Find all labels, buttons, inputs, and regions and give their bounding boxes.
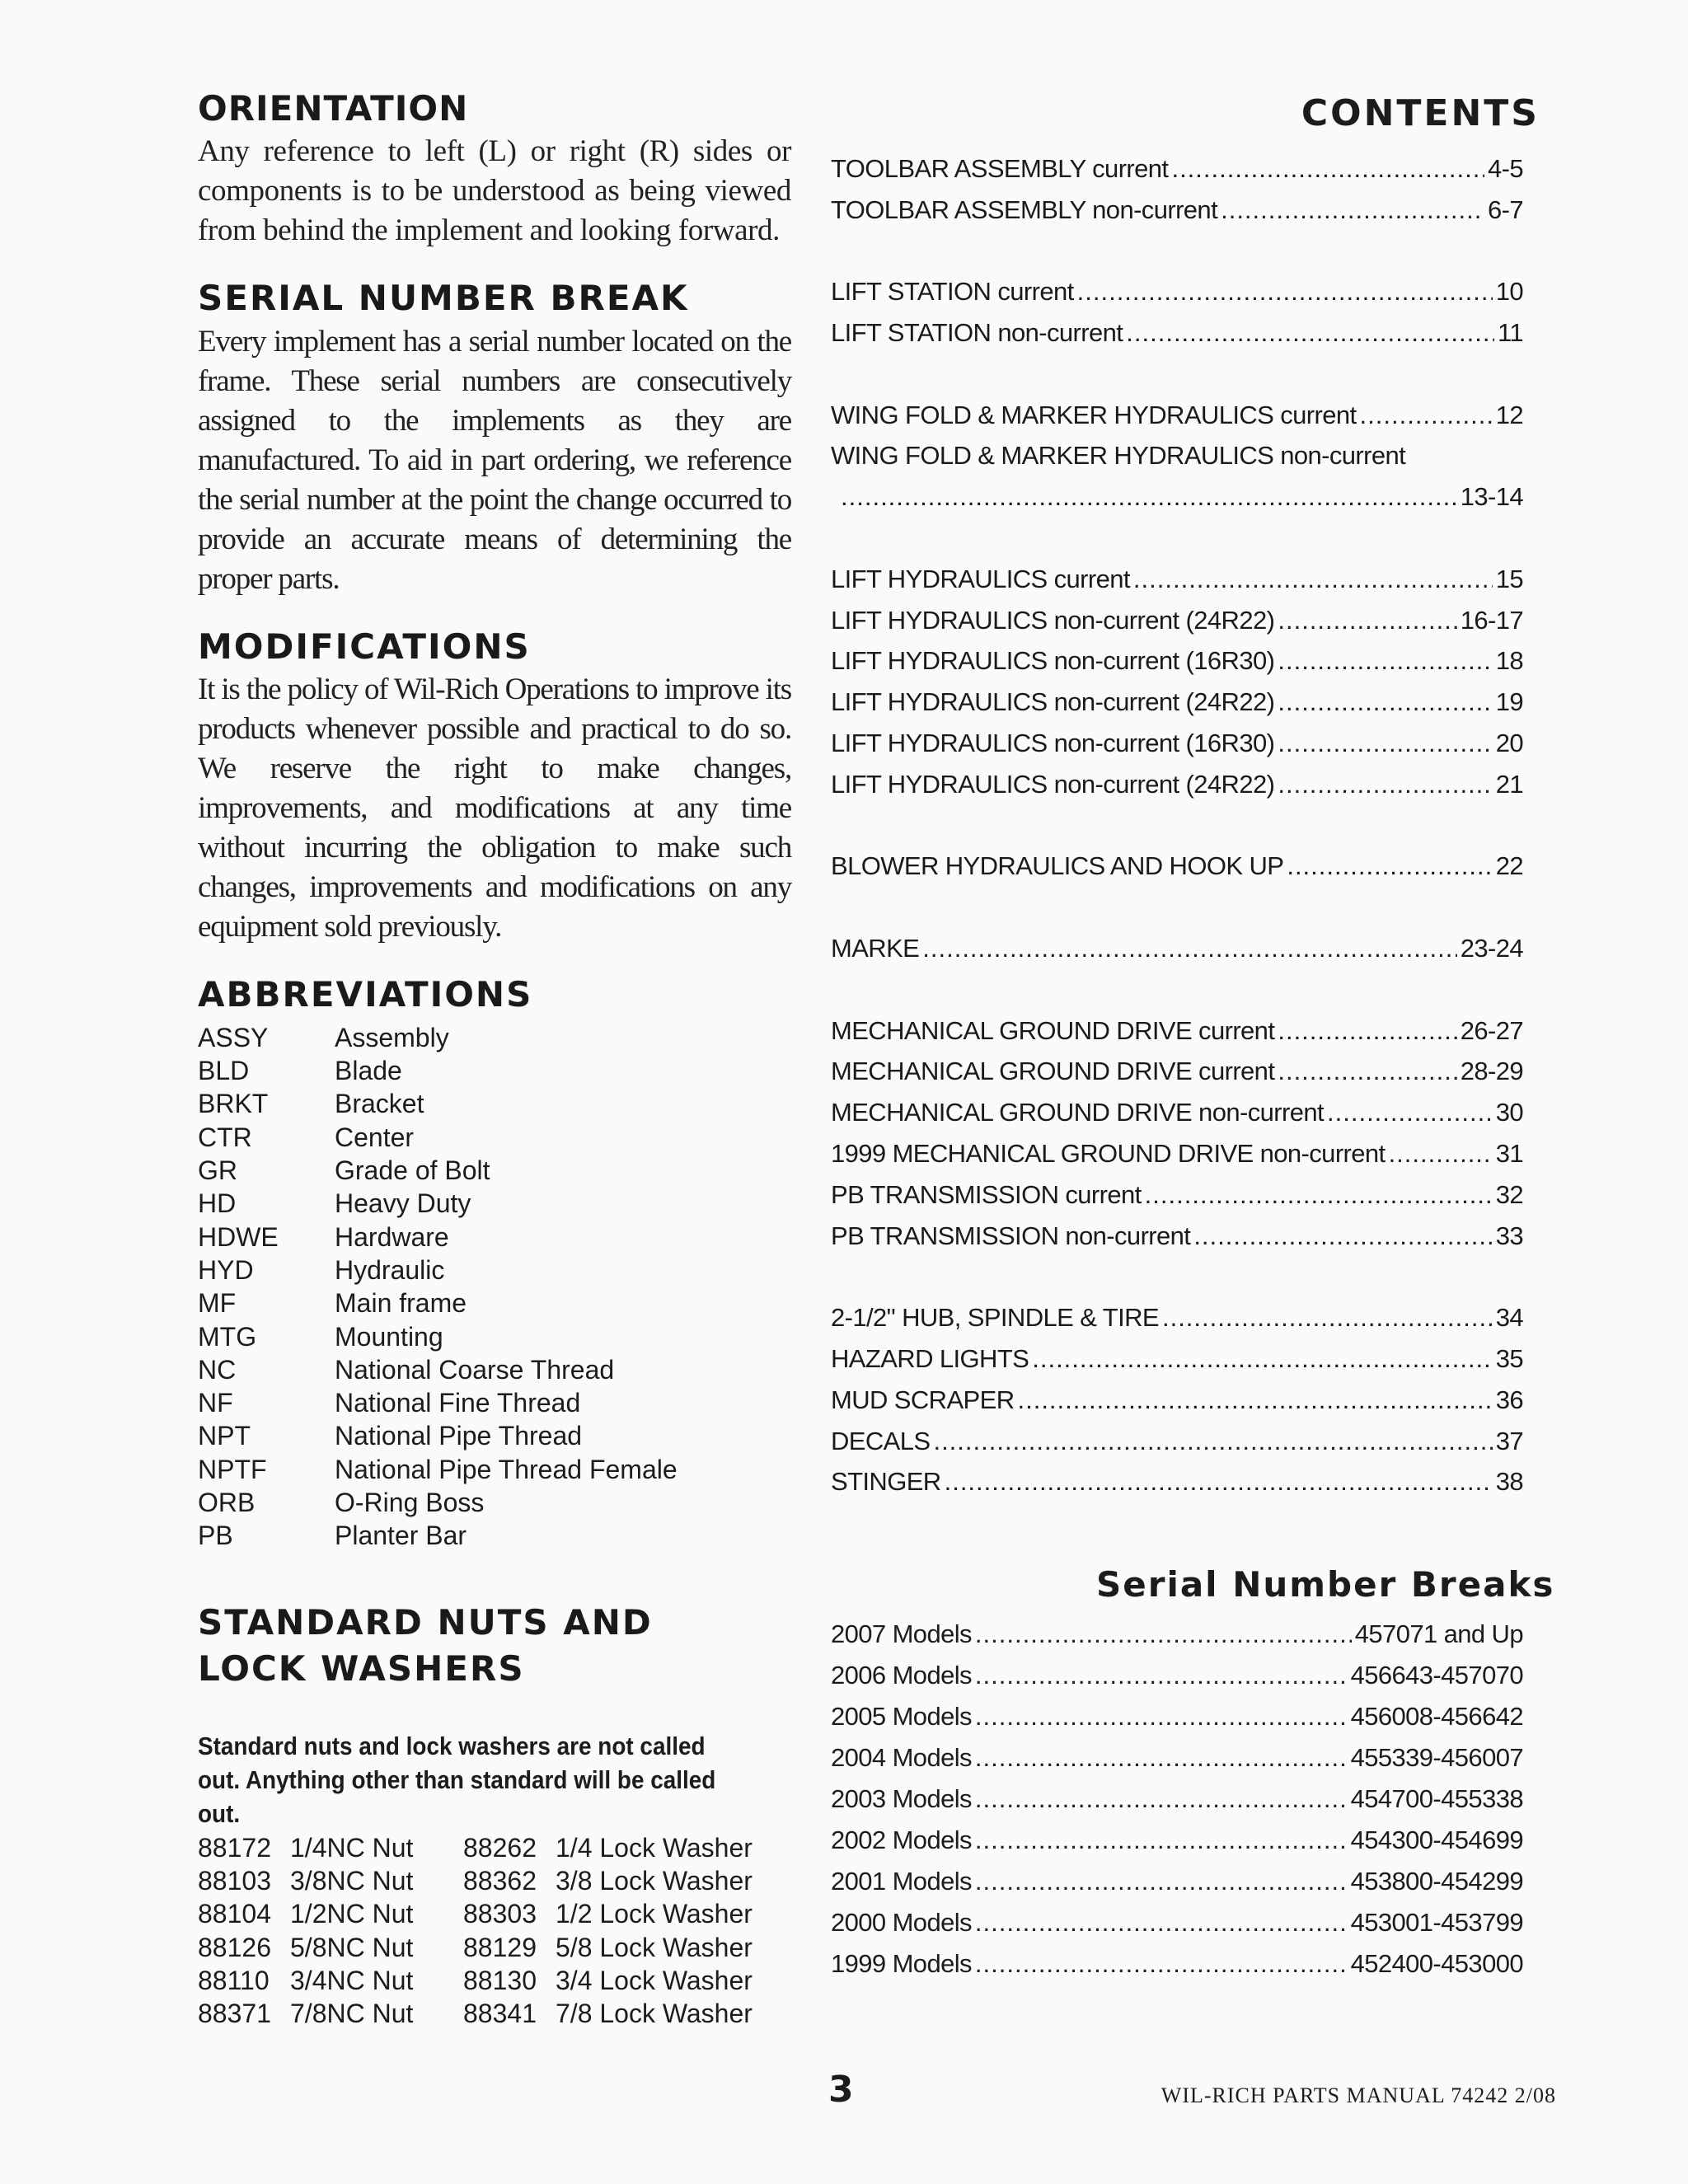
abbreviation-row (198, 1254, 791, 1286)
abbreviation-meaning: Hardware (335, 1221, 449, 1252)
toc-leader-dots (1278, 606, 1456, 635)
abbreviation-row (198, 1287, 791, 1320)
nut-washer-row (198, 1931, 791, 1964)
toc-leader-dots (1389, 1139, 1493, 1169)
serial-break-model: 2000 Models (831, 1908, 972, 1937)
abbreviation-row (198, 1320, 791, 1353)
nut-description: 3/8NC Nut (290, 1865, 414, 1896)
toc-entry (831, 312, 1523, 354)
toc-spacer (831, 1257, 1523, 1298)
toc-leader-dots (1278, 729, 1492, 758)
serial-break-model: 2007 Models (831, 1619, 972, 1648)
serial-break-leader-dots (975, 1702, 1348, 1732)
toc-entry-page: 12 (1495, 400, 1523, 429)
abbreviation-code: NF (198, 1388, 233, 1418)
toc-entry (831, 1092, 1523, 1133)
abbreviation-row (198, 1221, 791, 1254)
serial-break-leader-dots (975, 1949, 1348, 1979)
toc-leader-dots (1133, 565, 1493, 594)
orientation-text: Any reference to left (L) or right (R) sides or components is to be understood as being viewed from behind the implement and looking forward. (198, 134, 791, 248)
toc-entry-title: PB TRANSMISSION non-current (831, 1221, 1191, 1250)
abbreviation-code: NPTF (198, 1454, 267, 1484)
serial-break-model: 2005 Models (831, 1702, 972, 1731)
toc-entry (831, 928, 1523, 969)
abbreviation-row (198, 1154, 791, 1187)
serial-break-row (831, 1902, 1523, 1943)
abbreviation-code: BLD (198, 1056, 250, 1086)
nut-part-number: 88104 (198, 1899, 271, 1929)
toc-entry (831, 764, 1523, 805)
toc-entry-title: MECHANICAL GROUND DRIVE current (831, 1015, 1275, 1045)
abbreviation-code: NPT (198, 1421, 251, 1451)
serial-break-range: 455339-456007 (1350, 1743, 1523, 1772)
abbreviation-meaning: Center (335, 1122, 415, 1152)
nut-washer-row (198, 1831, 791, 1864)
standard-nuts-heading-line2: LOCK WASHERS (198, 1648, 525, 1690)
toc-entry (831, 1010, 1523, 1052)
washer-description: 7/8 Lock Washer (556, 1999, 753, 2029)
nut-washer-row (198, 1964, 791, 1997)
abbreviation-code: ORB (198, 1487, 256, 1517)
toc-leader-dots (1278, 646, 1492, 676)
abbreviation-code: BRKT (198, 1089, 269, 1119)
serial-break-model: 2003 Models (831, 1784, 972, 1813)
abbreviation-meaning: National Pipe Thread (335, 1421, 583, 1451)
washer-description: 1/2 Lock Washer (556, 1899, 753, 1929)
serial-break-model: 2002 Models (831, 1825, 972, 1854)
toc-spacer (831, 805, 1523, 846)
toc-leader-dots (922, 934, 1456, 963)
abbreviation-meaning: Mounting (335, 1321, 443, 1352)
serial-break-row (831, 1737, 1523, 1779)
page-number: 3 (828, 2069, 854, 2111)
toc-entry-title: MECHANICAL GROUND DRIVE non-current (831, 1098, 1324, 1127)
toc-entry-page: 34 (1495, 1303, 1523, 1333)
abbreviation-code: ASSY (198, 1022, 269, 1052)
toc-leader-dots (1278, 770, 1492, 799)
toc-entry-title: LIFT STATION non-current (831, 318, 1123, 348)
toc-entry-title: PB TRANSMISSION current (831, 1179, 1142, 1209)
toc-leader-dots (841, 482, 1457, 512)
toc-entry-page: 11 (1498, 318, 1523, 348)
toc-entry (831, 1380, 1523, 1421)
abbreviation-code: PB (198, 1521, 233, 1551)
abbreviation-code: HYD (198, 1254, 254, 1285)
toc-entry-page: 16-17 (1460, 605, 1523, 635)
toc-leader-dots (1126, 318, 1494, 348)
abbreviation-meaning: National Fine Thread (335, 1388, 581, 1418)
abbreviation-code: CTR (198, 1122, 252, 1152)
toc-entry-title: LIFT STATION current (831, 277, 1074, 307)
abbreviation-code: GR (198, 1155, 237, 1186)
toc-entry (831, 395, 1523, 436)
toc-entry (831, 1216, 1523, 1257)
toc-leader-dots (1278, 687, 1492, 717)
toc-leader-dots (1032, 1344, 1492, 1374)
toc-leader-dots (1162, 1303, 1493, 1333)
abbreviations-list (198, 1021, 791, 1553)
toc-entry-title: LIFT HYDRAULICS current (831, 564, 1130, 593)
contents-heading: CONTENTS (1301, 92, 1540, 134)
toc-entry-page: 4-5 (1487, 153, 1523, 183)
abbreviation-meaning: Heavy Duty (335, 1188, 471, 1219)
serial-break-row (831, 1779, 1523, 1820)
toc-entry-title: WING FOLD & MARKER HYDRAULICS current (831, 400, 1357, 429)
nut-washer-row (198, 1864, 791, 1897)
abbreviation-row (198, 1353, 791, 1386)
modifications-text: It is the policy of Wil-Rich Operations to improve its products whenever possible and practical to do so. We reserve the right to make changes, improvements, and modifications at any time without incurring the obligation to make such changes, improvements and modifications on any equipment sold previously. (198, 672, 791, 944)
toc-entry-page: 13-14 (1460, 482, 1523, 512)
toc-leader-dots (1077, 277, 1493, 307)
toc-entry (831, 190, 1523, 231)
abbreviation-row (198, 1486, 791, 1519)
serial-break-leader-dots (975, 1908, 1348, 1938)
serial-break-range: 456008-456642 (1350, 1702, 1523, 1731)
toc-entry (831, 436, 1523, 477)
abbreviation-row (198, 1054, 791, 1087)
toc-entry (831, 682, 1523, 723)
toc-entry-page: 19 (1495, 687, 1523, 717)
toc-entry-title: STINGER (831, 1467, 941, 1497)
toc-entry-title: MUD SCRAPER (831, 1385, 1015, 1414)
abbreviation-row (198, 1386, 791, 1419)
serial-number-break-heading: SERIAL NUMBER BREAK (198, 278, 689, 319)
toc-entry-title: HAZARD LIGHTS (831, 1344, 1029, 1373)
toc-leader-dots (1278, 1016, 1456, 1046)
toc-spacer (831, 231, 1523, 272)
serial-number-break-text: Every implement has a serial number located on the frame. These serial numbers are consecutively assigned to the implements as they are manufactured. To aid in part ordering, we reference the serial number at the point the change occurred to provide an accurate means of determining the proper parts. (198, 324, 791, 596)
toc-leader-dots (1145, 1180, 1493, 1210)
abbreviation-code: NC (198, 1354, 237, 1385)
toc-leader-dots (1287, 851, 1492, 881)
abbreviation-row (198, 1088, 791, 1121)
serial-break-model: 2004 Models (831, 1743, 972, 1772)
toc-entry-title: LIFT HYDRAULICS non-current (16R30) (831, 646, 1275, 676)
toc-leader-dots (1193, 1221, 1492, 1251)
orientation-heading: ORIENTATION (198, 88, 469, 129)
nut-description: 5/8NC Nut (290, 1932, 414, 1962)
abbreviation-meaning: National Pipe Thread Female (335, 1454, 678, 1484)
nut-description: 7/8NC Nut (290, 1999, 414, 2029)
toc-entry (831, 1462, 1523, 1503)
toc-entry-page: 33 (1495, 1221, 1523, 1250)
standard-nuts-heading (198, 1603, 791, 1690)
serial-break-range: 453800-454299 (1350, 1867, 1523, 1896)
toc-entry-title: 1999 MECHANICAL GROUND DRIVE non-current (831, 1139, 1386, 1169)
serial-break-leader-dots (975, 1784, 1348, 1814)
nut-part-number: 88371 (198, 1999, 271, 2029)
washer-description: 1/4 Lock Washer (556, 1832, 753, 1863)
toc-entry (831, 148, 1523, 190)
nut-part-number: 88172 (198, 1832, 271, 1863)
toc-entry-page: 28-29 (1460, 1057, 1523, 1086)
nut-part-number: 88126 (198, 1932, 271, 1962)
toc-entry-page: 18 (1495, 646, 1523, 676)
serial-break-range: 452400-453000 (1350, 1949, 1523, 1978)
abbreviation-row (198, 1121, 791, 1154)
abbreviations-heading: ABBREVIATIONS (198, 973, 533, 1015)
toc-entry-title: 2-1/2" HUB, SPINDLE & TIRE (831, 1303, 1159, 1333)
washer-part-number: 88262 (463, 1832, 537, 1863)
modifications-heading: MODIFICATIONS (198, 626, 531, 667)
abbreviation-meaning: Bracket (335, 1089, 424, 1119)
serial-break-row (831, 1614, 1523, 1655)
serial-breaks-list (831, 1614, 1523, 1985)
toc-entry-page: 30 (1495, 1098, 1523, 1127)
toc-entry-title: BLOWER HYDRAULICS AND HOOK UP (831, 851, 1284, 881)
washer-description: 3/4 Lock Washer (556, 1965, 753, 1995)
toc-entry-title: LIFT HYDRAULICS non-current (24R22) (831, 687, 1275, 717)
serial-break-range: 453001-453799 (1350, 1908, 1523, 1937)
toc-entry (831, 1338, 1523, 1380)
toc-entry (831, 1133, 1523, 1174)
toc-entry-page: 20 (1495, 729, 1523, 758)
serial-break-model: 1999 Models (831, 1949, 972, 1978)
abbreviation-code: MTG (198, 1321, 257, 1352)
abbreviation-row (198, 1520, 791, 1553)
toc-leader-dots (1278, 1057, 1456, 1086)
washer-part-number: 88341 (463, 1999, 537, 2029)
toc-entry (831, 1052, 1523, 1093)
manual-footer: WIL-RICH PARTS MANUAL 74242 2/08 (1160, 2083, 1556, 2107)
serial-break-range: 454300-454699 (1350, 1825, 1523, 1854)
toc-entry-page: 35 (1495, 1344, 1523, 1373)
toc-entry (831, 1297, 1523, 1338)
nut-washer-row (198, 1898, 791, 1931)
toc-entry (831, 600, 1523, 641)
toc-entry-title: LIFT HYDRAULICS non-current (16R30) (831, 729, 1275, 758)
abbreviation-row (198, 1021, 791, 1054)
washer-description: 3/8 Lock Washer (556, 1865, 753, 1896)
serial-break-row (831, 1655, 1523, 1696)
standard-nuts-note: Standard nuts and lock washers are not called out. Anything other than standard will be called out. (198, 1732, 716, 1828)
toc-entry-title: TOOLBAR ASSEMBLY current (831, 153, 1169, 183)
toc-entry-title: DECALS (831, 1426, 931, 1455)
toc-entry-title: TOOLBAR ASSEMBLY non-current (831, 194, 1218, 224)
nut-washer-row (198, 1997, 791, 2030)
toc-entry-title: MARKE (831, 934, 920, 963)
toc-entry-page: 37 (1495, 1426, 1523, 1455)
toc-entry (831, 271, 1523, 312)
washer-part-number: 88130 (463, 1965, 537, 1995)
toc-entry-page: 26-27 (1460, 1015, 1523, 1045)
abbreviation-code: MF (198, 1288, 237, 1319)
serial-break-range: 456643-457070 (1350, 1661, 1523, 1690)
abbreviation-meaning: Main frame (335, 1288, 467, 1319)
toc-leader-dots (1327, 1098, 1493, 1127)
toc-entry-title: WING FOLD & MARKER HYDRAULICS non-current (831, 441, 1406, 471)
toc-entry (831, 1174, 1523, 1216)
toc-entry (831, 1421, 1523, 1462)
serial-break-range: 457071 and Up (1354, 1619, 1523, 1648)
toc-spacer (831, 969, 1523, 1010)
serial-break-row (831, 1820, 1523, 1861)
toc-entry-page: 36 (1495, 1385, 1523, 1414)
nut-part-number: 88103 (198, 1865, 271, 1896)
abbreviation-row (198, 1453, 791, 1486)
serial-break-leader-dots (975, 1619, 1352, 1649)
serial-break-row (831, 1861, 1523, 1902)
toc-entry (831, 641, 1523, 682)
serial-breaks-heading: Serial Number Breaks (1096, 1564, 1555, 1605)
toc-entry-page: 31 (1495, 1139, 1523, 1169)
serial-break-row (831, 1696, 1523, 1737)
washer-description: 5/8 Lock Washer (556, 1932, 753, 1962)
abbreviation-row (198, 1188, 791, 1221)
nut-description: 3/4NC Nut (290, 1965, 414, 1995)
abbreviation-row (198, 1420, 791, 1453)
abbreviation-meaning: Assembly (335, 1022, 449, 1052)
toc-entry-page: 22 (1495, 851, 1523, 881)
toc-leader-dots (1171, 154, 1484, 184)
serial-break-leader-dots (975, 1867, 1348, 1896)
toc-entry (831, 559, 1523, 600)
toc-entry-page: 6-7 (1487, 194, 1523, 224)
abbreviation-meaning: Blade (335, 1056, 402, 1086)
toc-entry (831, 723, 1523, 764)
serial-break-leader-dots (975, 1743, 1348, 1773)
toc-entry-page: 15 (1495, 564, 1523, 593)
washer-part-number: 88303 (463, 1899, 537, 1929)
toc-entry-page: 21 (1495, 769, 1523, 799)
serial-break-model: 2006 Models (831, 1661, 972, 1690)
toc-leader-dots (1017, 1385, 1492, 1415)
abbreviation-meaning: Grade of Bolt (335, 1155, 490, 1186)
toc-entry-page: 10 (1495, 277, 1523, 307)
toc-entry-title: LIFT HYDRAULICS non-current (24R22) (831, 605, 1275, 635)
left-column (198, 89, 791, 1553)
toc-spacer (831, 887, 1523, 928)
toc-entry-page: 32 (1495, 1179, 1523, 1209)
toc-leader-dots (933, 1427, 1492, 1456)
abbreviation-code: HD (198, 1188, 237, 1219)
nut-description: 1/4NC Nut (290, 1832, 414, 1863)
toc-leader-dots (1221, 195, 1484, 225)
toc-entry-title: MECHANICAL GROUND DRIVE current (831, 1057, 1275, 1086)
abbreviation-meaning: O-Ring Boss (335, 1487, 485, 1517)
serial-break-row (831, 1943, 1523, 1985)
table-of-contents (831, 148, 1523, 1502)
toc-spacer (831, 354, 1523, 395)
standard-nuts-heading-line1: STANDARD NUTS AND (198, 1602, 653, 1643)
washer-part-number: 88129 (463, 1932, 537, 1962)
serial-break-leader-dots (975, 1825, 1348, 1855)
toc-leader-dots (1360, 401, 1493, 430)
toc-spacer (831, 518, 1523, 559)
serial-break-range: 454700-455338 (1350, 1784, 1523, 1813)
toc-entry-page: 23-24 (1460, 934, 1523, 963)
abbreviation-meaning: Planter Bar (335, 1521, 467, 1551)
toc-entry (831, 846, 1523, 888)
abbreviation-code: HDWE (198, 1221, 279, 1252)
nut-description: 1/2NC Nut (290, 1899, 414, 1929)
serial-break-leader-dots (975, 1661, 1348, 1690)
nuts-washers-table (198, 1831, 791, 2031)
serial-break-model: 2001 Models (831, 1867, 972, 1896)
washer-part-number: 88362 (463, 1865, 537, 1896)
toc-entry-title: LIFT HYDRAULICS non-current (24R22) (831, 769, 1275, 799)
abbreviation-meaning: Hydraulic (335, 1254, 445, 1285)
abbreviation-meaning: National Coarse Thread (335, 1354, 615, 1385)
nut-part-number: 88110 (198, 1965, 270, 1995)
toc-leader-dots (945, 1467, 1493, 1497)
toc-entry (831, 476, 1523, 518)
toc-entry-page: 38 (1495, 1467, 1523, 1497)
